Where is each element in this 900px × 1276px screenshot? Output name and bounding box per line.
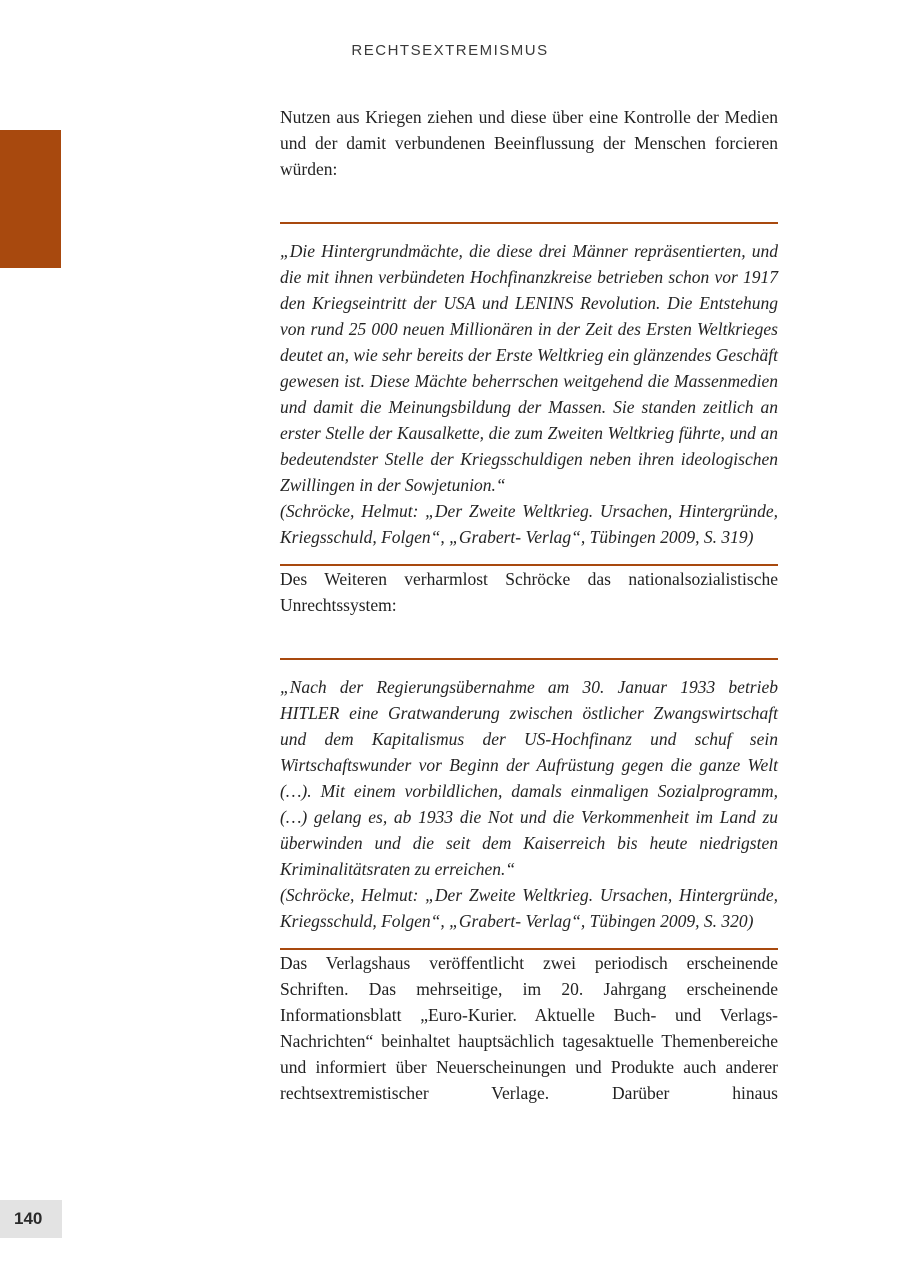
paragraph-transition: Des Weiteren verharmlost Schröcke das nationalsozialistische Unrechtssystem: — [280, 569, 778, 615]
page-number-label: 140 — [14, 1209, 43, 1228]
divider-rule — [280, 222, 778, 224]
running-header: RECHTSEXTREMISMUS — [351, 42, 549, 59]
paragraph-intro: Nutzen aus Kriegen ziehen und diese über eine Kontrolle der Medien und der damit verbundenen Beeinflussung der Menschen forcieren würden: — [280, 107, 778, 179]
paragraph-closing: Das Verlagshaus veröffentlicht zwei periodisch erscheinende Schriften. Das mehrseitige, im 20. Jahrgang erscheinende Informationsblatt „Euro-Kurier. Aktuelle Buch- und Verlags-Nachrichten“ beinhaltet hauptsächlich tagesaktuelle Themenbereiche und informiert über Neuerscheinungen und Produkte auch anderer rechtsextremistischer Verlage. Darüber hinaus — [280, 953, 778, 1103]
text-column — [280, 104, 778, 1106]
blockquote-section-2 — [280, 658, 778, 950]
page-number — [0, 1200, 62, 1238]
quote-citation: (Schröcke, Helmut: „Der Zweite Weltkrieg. Ursachen, Hintergründe, Kriegsschuld, Folgen“, „Grabert- Verlag“, Tübingen 2009, S. 320) — [280, 885, 778, 931]
divider-rule — [280, 658, 778, 660]
quote-text: „Nach der Regierungsübernahme am 30. Januar 1933 betrieb HITLER eine Gratwanderung zwischen östlicher Zwangswirtschaft und dem Kapitalismus der US-Hochfinanz und schuf sein Wirtschaftswunder vor Beginn der Aufrüstung gegen die ganze Welt (…). Mit einem vorbildlichen, damals einmaligen Sozialprogramm, (…) gelang es, ab 1933 die Not und die Verkommenheit im Land zu überwinden und die seit dem Kaiserreich bis heute niedrigsten Kriminalitätsraten zu erreichen.“ — [280, 677, 778, 879]
blockquote-section-1 — [280, 222, 778, 566]
chapter-margin-marker — [0, 130, 61, 268]
quote-citation: (Schröcke, Helmut: „Der Zweite Weltkrieg. Ursachen, Hintergründe, Kriegsschuld, Folgen“, „Grabert- Verlag“, Tübingen 2009, S. 319) — [280, 501, 778, 547]
quote-text: „Die Hintergrundmächte, die diese drei Männer repräsentierten, und die mit ihnen verbündeten Hochfinanzkreise betrieben schon vor 1917 den Kriegseintritt der USA und LENINS Revolution. Die Entstehung von rund 25 000 neuen Millionären in der Zeit des Ersten Weltkrieges deutet an, wie sehr bereits der Erste Weltkrieg ein glänzendes Geschäft gewesen ist. Diese Mächte beherrschen weitgehend die Massenmedien und damit die Meinungsbildung der Massen. Sie standen zeitlich an erster Stelle der Kausalkette, die zum Zweiten Weltkrieg führte, und an bedeutendster Stelle der Kriegsschuldigen neben ihren ideologischen Zwillingen in der Sowjetunion.“ — [280, 241, 778, 495]
